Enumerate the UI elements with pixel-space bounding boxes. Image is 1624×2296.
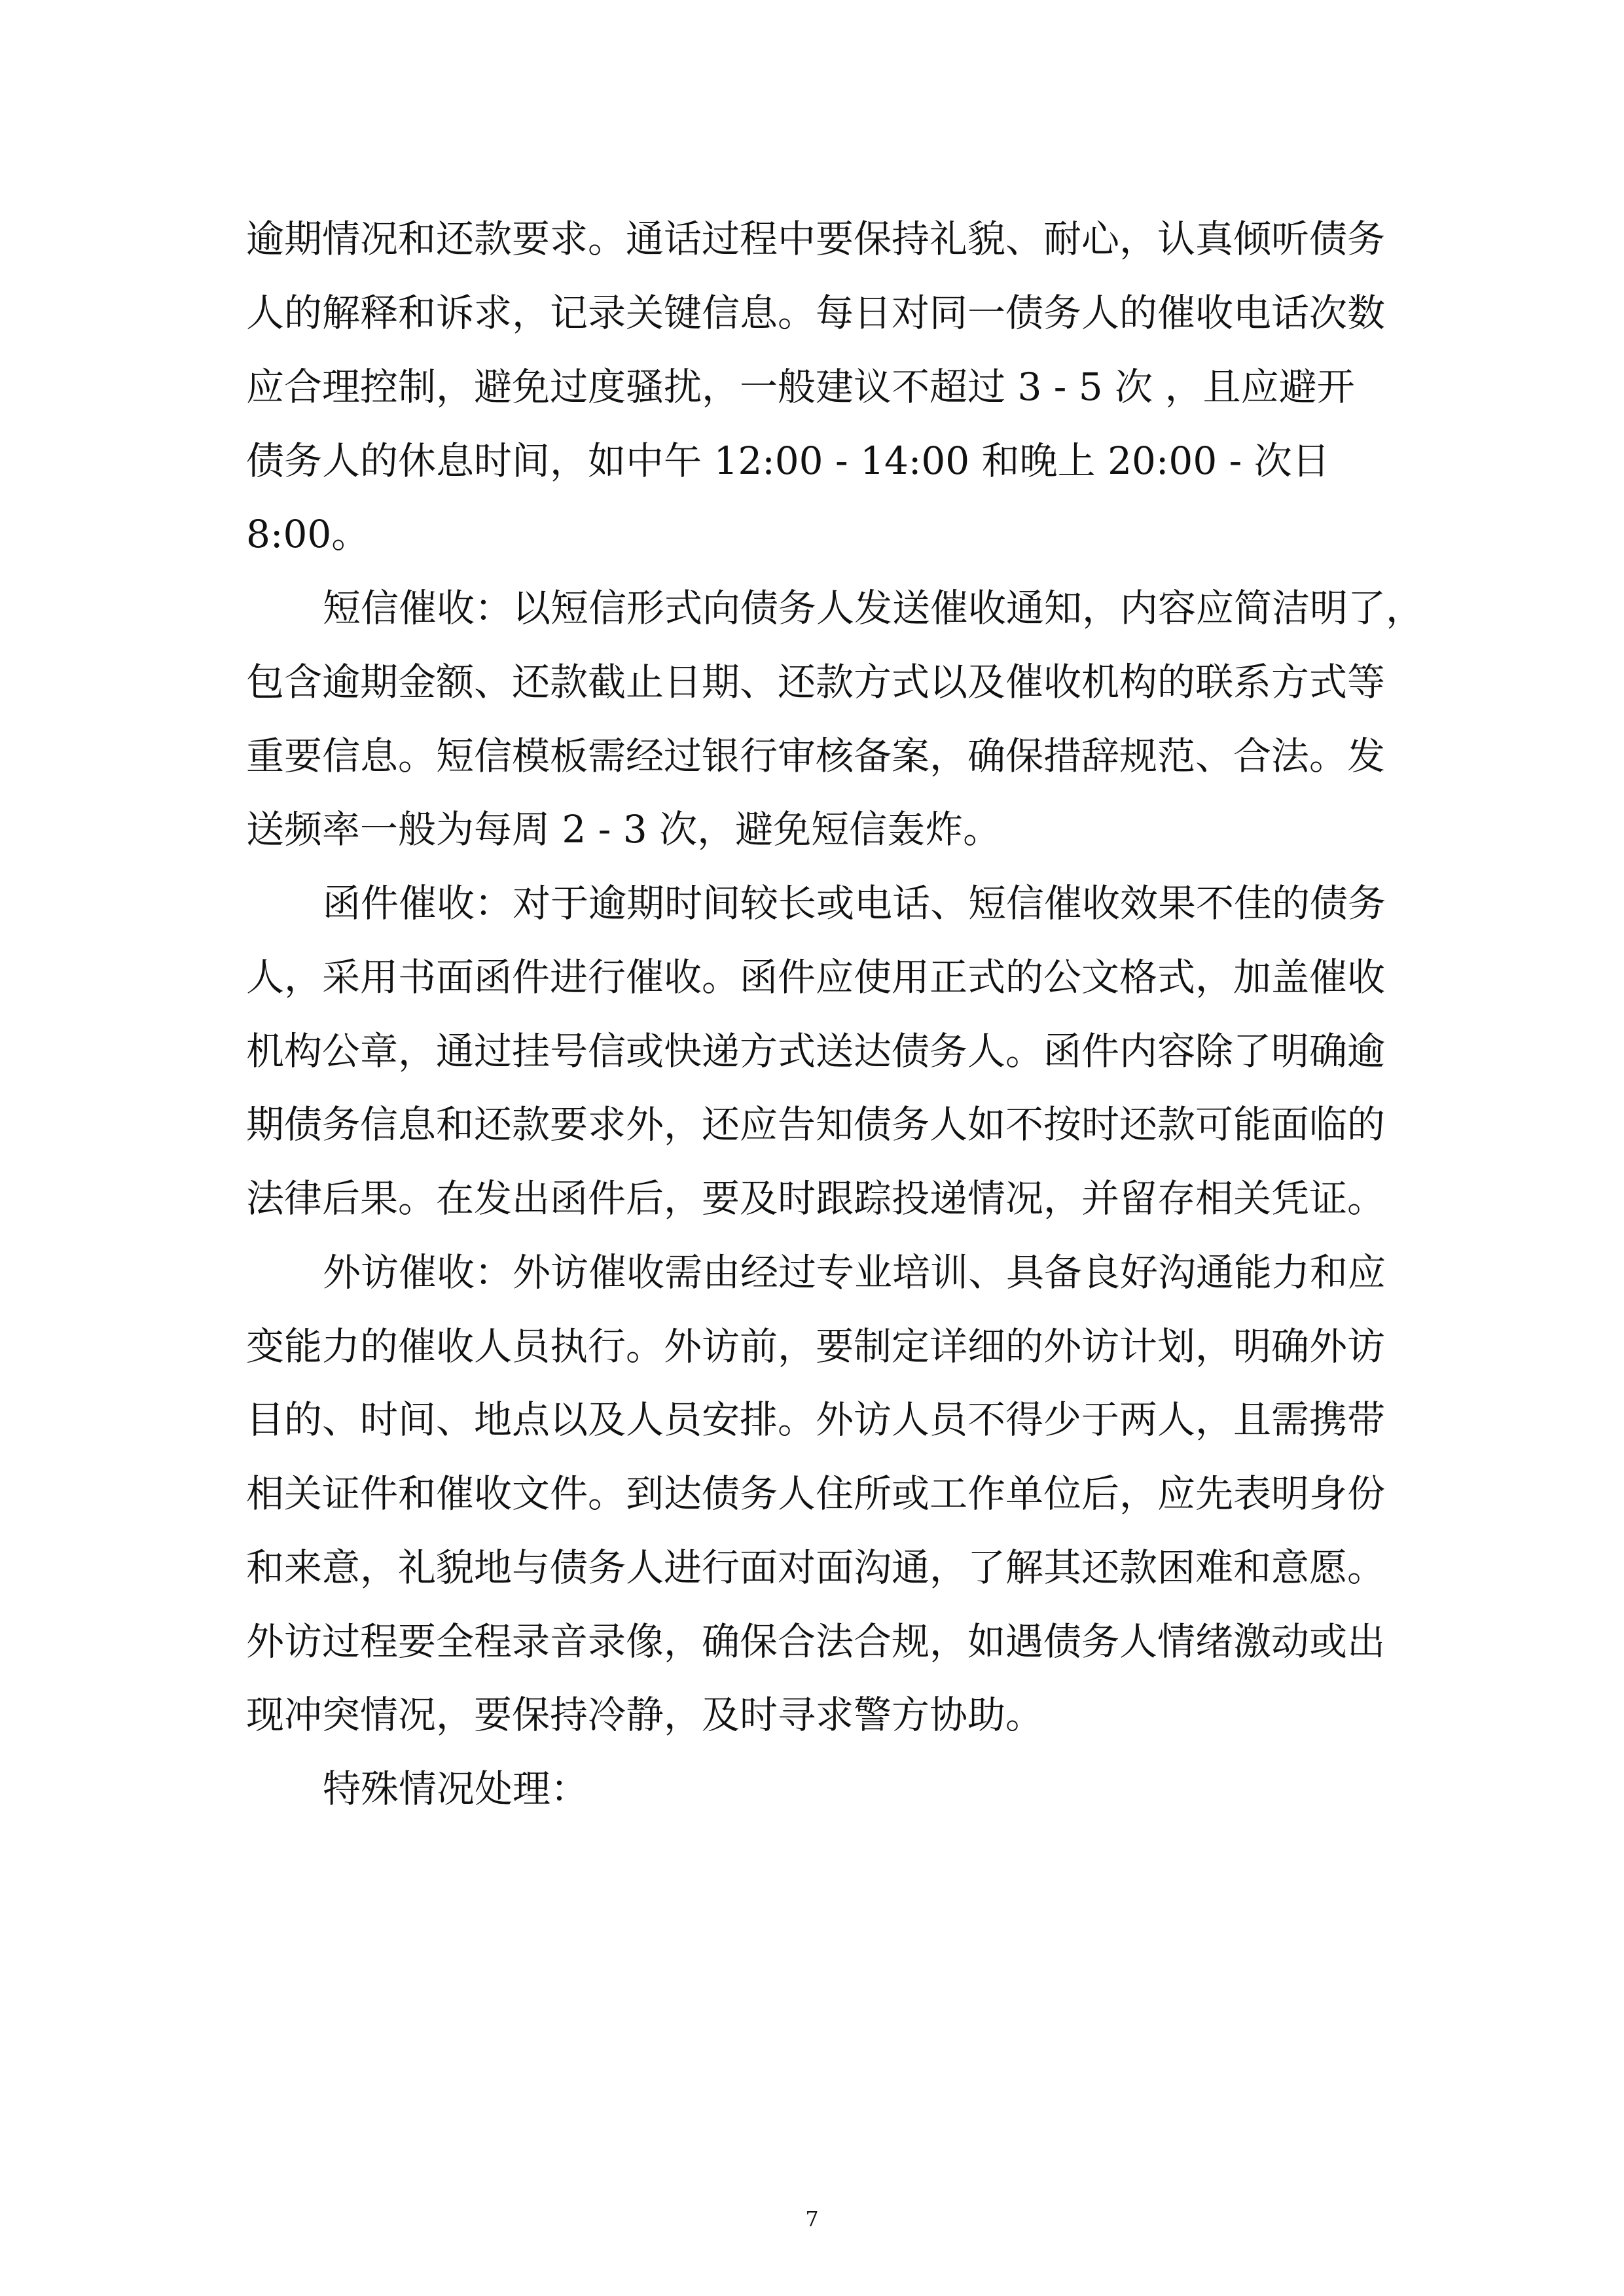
text-line: 变能力的催收人员执行。外访前，要制定详细的外访计划，明确外访 — [246, 1324, 1386, 1369]
text-line: 人，采用书面函件进行催收。函件应使用正式的公文格式，加盖催收 — [246, 955, 1386, 999]
text-line: 8:00。 — [246, 512, 370, 556]
text-line: 法律后果。在发出函件后，要及时跟踪投递情况，并留存相关凭证。 — [246, 1176, 1386, 1221]
paragraph-letter-collection: 函件催收：对于逾期时间较长或电话、短信催收效果不佳的债务 — [323, 881, 1386, 925]
section-heading-special-cases: 特殊情况处理： — [323, 1767, 589, 1811]
text-line: 送频率一般为每周 2 - 3 次，避免短信轰炸。 — [246, 807, 1001, 852]
text-line: 相关证件和催收文件。到达债务人住所或工作单位后，应先表明身份 — [246, 1471, 1386, 1516]
text-line: 现冲突情况，要保持冷静，及时寻求警方协助。 — [246, 1693, 1044, 1737]
paragraph-visit-collection: 外访催收：外访催收需由经过专业培训、具备良好沟通能力和应 — [323, 1250, 1386, 1295]
text-line: 重要信息。短信模板需经过银行审核备案，确保措辞规范、合法。发 — [246, 734, 1386, 778]
paragraph-sms-collection: 短信催收：以短信形式向债务人发送催收通知，内容应简洁明了， — [323, 586, 1424, 630]
page-number: 7 — [805, 2206, 819, 2231]
text-line: 债务人的休息时间，如中午 12:00 - 14:00 和晚上 20:00 - 次日 — [246, 439, 1330, 483]
text-line: 应合理控制，避免过度骚扰，一般建议不超过 3 - 5 次 ，且应避开 — [246, 365, 1355, 409]
text-line: 逾期情况和还款要求。通话过程中要保持礼貌、耐心，认真倾听债务 — [246, 217, 1386, 261]
text-line: 人的解释和诉求，记录关键信息。每日对同一债务人的催收电话次数 — [246, 291, 1386, 335]
text-line: 外访过程要全程录音录像，确保合法合规，如遇债务人情绪激动或出 — [246, 1619, 1386, 1664]
text-line: 机构公章，通过挂号信或快递方式送达债务人。函件内容除了明确逾 — [246, 1029, 1386, 1073]
text-line: 目的、时间、地点以及人员安排。外访人员不得少于两人，且需携带 — [246, 1397, 1386, 1442]
text-line: 包含逾期金额、还款截止日期、还款方式以及催收机构的联系方式等 — [246, 660, 1386, 704]
text-line: 期债务信息和还款要求外，还应告知债务人如不按时还款可能面临的 — [246, 1102, 1386, 1147]
text-line: 和来意，礼貌地与债务人进行面对面沟通，了解其还款困难和意愿。 — [246, 1545, 1386, 1590]
